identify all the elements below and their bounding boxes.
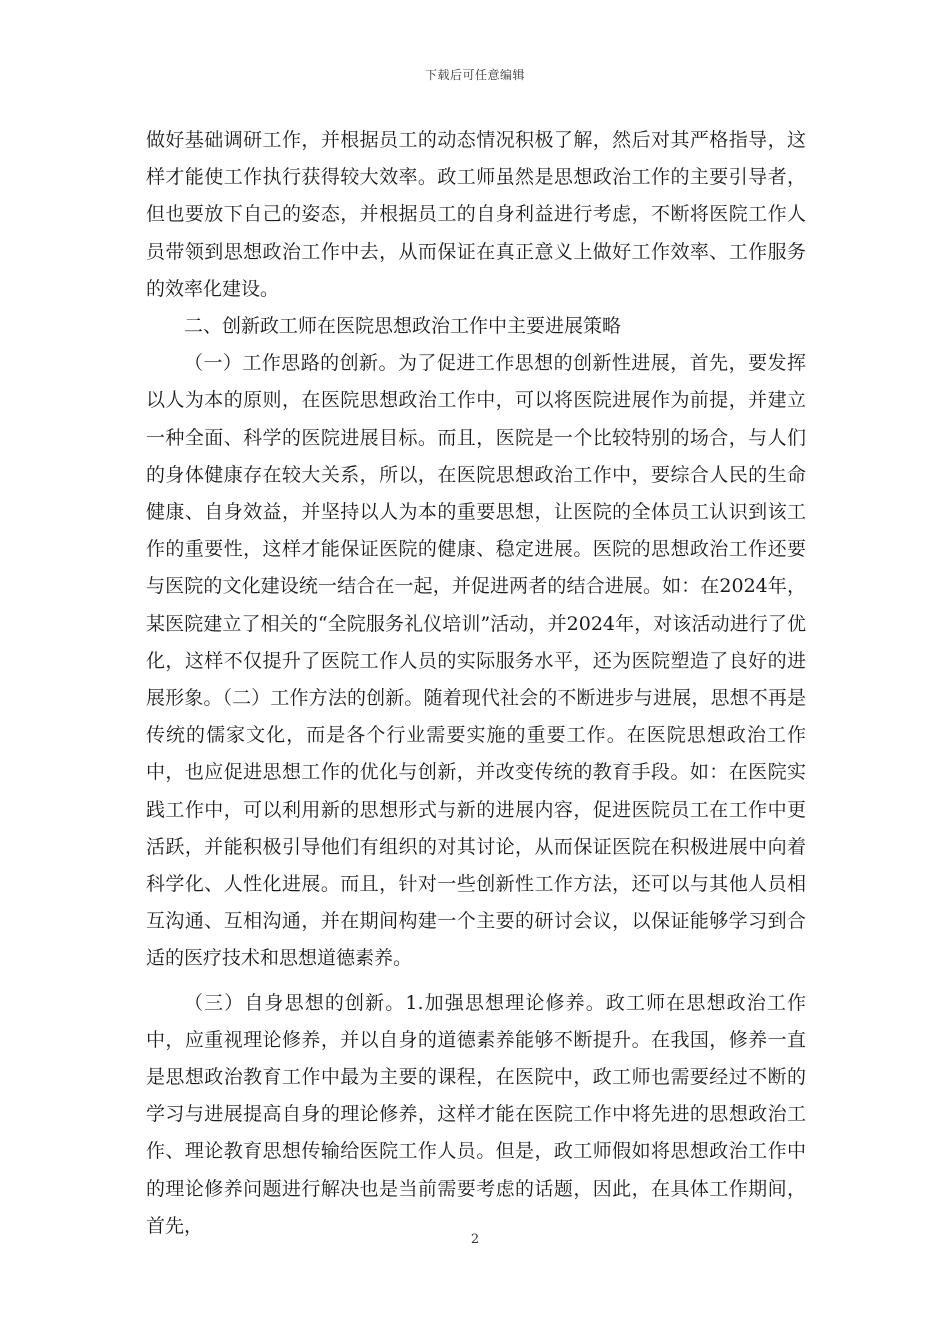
page-header: 下载后可任意编辑 [424,68,525,82]
body-paragraph-3: （三）自身思想的创新。1.加强思想理论修养。政工师在思想政治工作中，应重视理论修养，并以自身的道德素养能够不断提升。在我国，修养一直是思想政治教育工作中最为主要的课程，在医院中，政工师也需要经过不断的学习与进展提高自身的理论修养，这样才能在医院工作中将先进的思想政治工作、理论教育思想传输给医院工作人员。但是，政工师假如将思想政治工作中的理论修养问题进行解决也是当前需要考虑的话题，因此，在具体工作期间，首先， [146,991,806,1237]
section-heading: 二、创新政工师在医院思想政治工作中主要进展策略 [184,315,622,338]
body-paragraph-2: （一）工作思路的创新。为了促进工作思想的创新性进展，首先，要发挥以人为本的原则，在医院思想政治工作中，可以将医院进展作为前提，并建立一种全面、科学的医院进展目标。而且，医院是一个比较特别的场合，与人们的身体健康存在较大关系，所以，在医院思想政治工作中，要综合人民的生命健康、自身效益，并坚持以人为本的重要思想，让医院的全体员工认识到该工作的重要性，这样才能保证医院的健康、稳定进展。医院的思想政治工作还要与医院的文化建设统一结合在一起，并促进两者的结合进展。如：在2024年，某医院建立了相关的“全院服务礼仪培训”活动，并2024年，对该活动进行了优化，这样不仅提升了医院工作人员的实际服务水平，还为医院塑造了良好的进展形象。（二）工作方法的创新。随着现代社会的不断进步与进展，思想不再是传统的儒家文化，而是各个行业需要实施的重要工作。在医院思想政治工作中，也应促进思想工作的优化与创新，并改变传统的教育手段。如：在医院实践工作中，可以利用新的思想形式与新的进展内容，促进医院员工在工作中更活跃，并能积极引导他们有组织的对其讨论，从而保证医院在积极进展中向着科学化、人性化进展。而且，针对一些创新性工作方法，还可以与其他人员相互沟通、互相沟通，并在期间构建一个主要的研讨会议，以保证能够学习到合适的医疗技术和思想道德素养。 [146,352,806,970]
document-body [146,122,806,1245]
body-paragraph-1: 做好基础调研工作，并根据员工的动态情况积极了解，然后对其严格指导，这样才能使工作执行获得较大效率。政工师虽然是思想政治工作的主要引导者，但也要放下自己的姿态，并根据员工的自身利益进行考虑，不断将医院工作人员带领到思想政治工作中去，从而保证在真正意义上做好工作效率、工作服务的效率化建设。 [146,129,806,300]
page-number: 2 [470,1232,480,1247]
